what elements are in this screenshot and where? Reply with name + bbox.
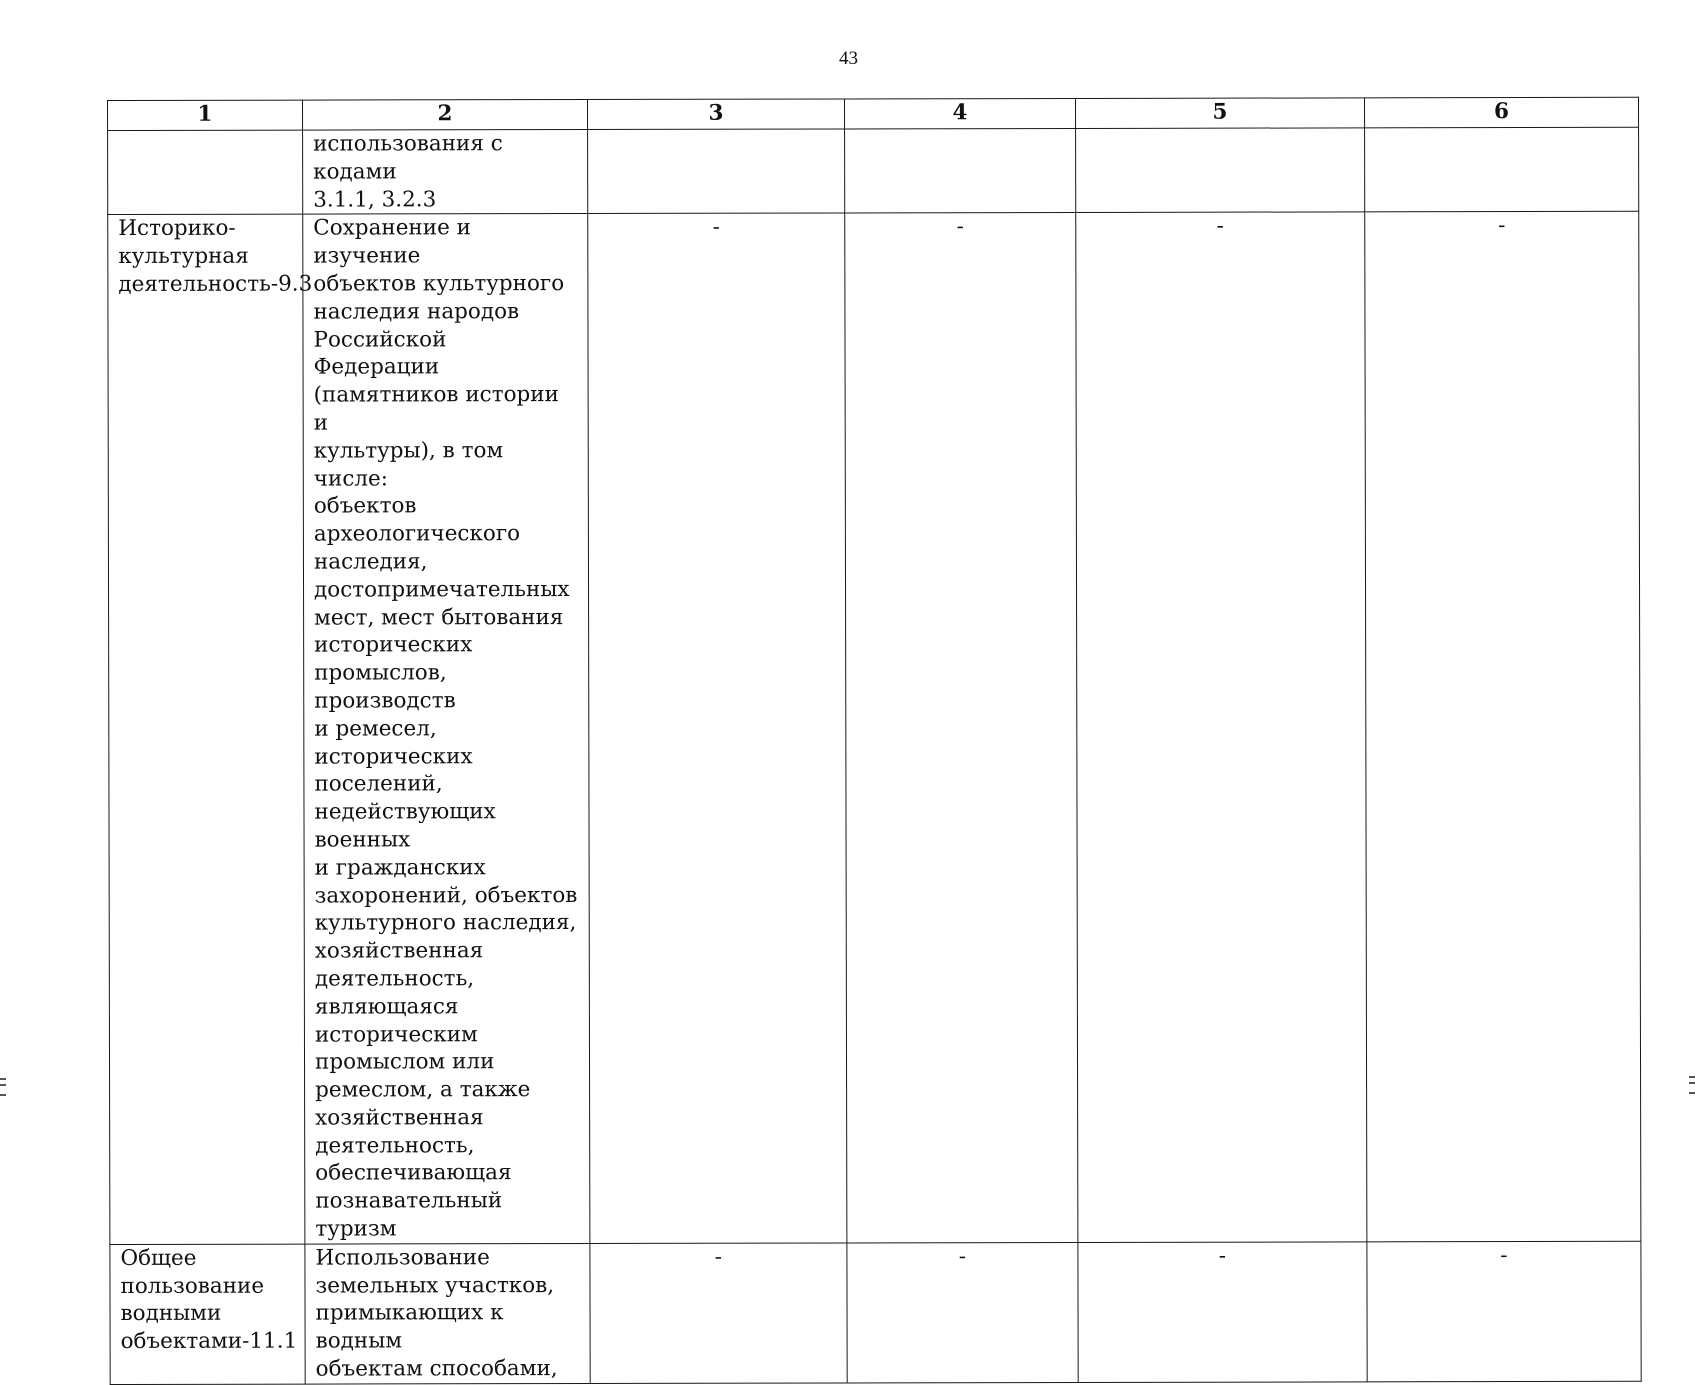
description-line: Использование [315, 1245, 490, 1271]
cell-name [108, 130, 303, 215]
table-row [108, 212, 1641, 1245]
cell-col5: - [1076, 212, 1367, 1242]
table-row-continuation [108, 127, 1639, 215]
description-line: объектов культурного [313, 271, 565, 297]
description-line: являющаяся [314, 993, 459, 1020]
description-line: поселений, [314, 771, 443, 797]
description-line: ремеслом, а также [315, 1077, 531, 1103]
description-line: недействующих военных [314, 799, 496, 853]
description-line: деятельность, [315, 1132, 475, 1159]
cell-col4 [845, 128, 1076, 213]
cell-col3: - [588, 213, 847, 1243]
description-line: и гражданских [314, 854, 486, 881]
column-header-6: 6 [1364, 97, 1638, 128]
cell-description [305, 1243, 590, 1384]
cell-col4: - [847, 1242, 1078, 1382]
cell-col6 [1365, 127, 1639, 212]
cell-description [303, 129, 588, 214]
description-line: объектам способами, [315, 1356, 558, 1382]
description-line: хозяйственная [314, 938, 484, 964]
description-line: культурного наследия, [314, 910, 577, 936]
name-line: пользование [120, 1273, 265, 1299]
description-line: Российской Федерации [313, 326, 447, 380]
description-line: использования с кодами [313, 131, 503, 185]
page-number: 43 [839, 48, 858, 69]
table-row [110, 1241, 1641, 1384]
description-line: захоронений, объектов [314, 882, 578, 909]
name-line: Общее [120, 1245, 197, 1271]
description-line: объектов [313, 493, 417, 519]
description-line: наследия народов [313, 298, 520, 325]
name-line: водными [120, 1301, 222, 1327]
description-line: наследия, [313, 549, 428, 575]
cell-col5 [1076, 128, 1365, 213]
description-line: промыслов, производств [314, 660, 456, 714]
cell-col3: - [590, 1243, 847, 1384]
description-line: исторических [314, 632, 473, 658]
column-header-2: 2 [303, 99, 588, 130]
description-line: археологического [313, 521, 521, 547]
name-line: объектами-11.1 [120, 1328, 298, 1355]
column-header-3: 3 [588, 99, 845, 130]
description-line: (памятников истории и [313, 382, 559, 436]
cell-name [108, 214, 313, 1244]
scan-edge-mark-right [1689, 1076, 1695, 1094]
description-line: примыкающих к водным [315, 1300, 504, 1354]
column-header-5: 5 [1075, 98, 1364, 129]
description-line: культуры), в том числе: [313, 437, 504, 492]
column-header-4: 4 [844, 98, 1075, 128]
description-line: мест, мест бытования [314, 604, 564, 631]
description-line: познавательный туризм [315, 1188, 503, 1242]
description-line: историческим [314, 1021, 478, 1048]
description-line: хозяйственная [315, 1105, 484, 1131]
cell-col5: - [1078, 1242, 1367, 1383]
cell-col4: - [845, 213, 1078, 1243]
name-line: Историко- [118, 216, 236, 242]
land-use-table [107, 97, 1642, 1385]
column-header-1: 1 [108, 100, 303, 130]
description-line: обеспечивающая [315, 1160, 512, 1187]
description-line: достопримечательных [314, 576, 570, 603]
description-line: деятельность, [314, 966, 475, 992]
name-line: деятельность-9.3 [118, 271, 313, 297]
description-line: 3.1.1, 3.2.3 [313, 186, 437, 213]
cell-description [303, 214, 590, 1244]
description-line: промыслом или [314, 1049, 495, 1075]
description-line: и ремесел, исторических [314, 716, 473, 770]
cell-name [110, 1244, 305, 1384]
cell-col3 [588, 129, 845, 214]
name-line: культурная [118, 243, 249, 270]
cell-col6: - [1367, 1241, 1641, 1382]
description-line: земельных участков, [315, 1272, 555, 1299]
scan-edge-mark-left [0, 1078, 6, 1096]
cell-col6: - [1365, 212, 1641, 1242]
description-line: Сохранение и изучение [313, 215, 471, 269]
header-row [108, 97, 1639, 130]
